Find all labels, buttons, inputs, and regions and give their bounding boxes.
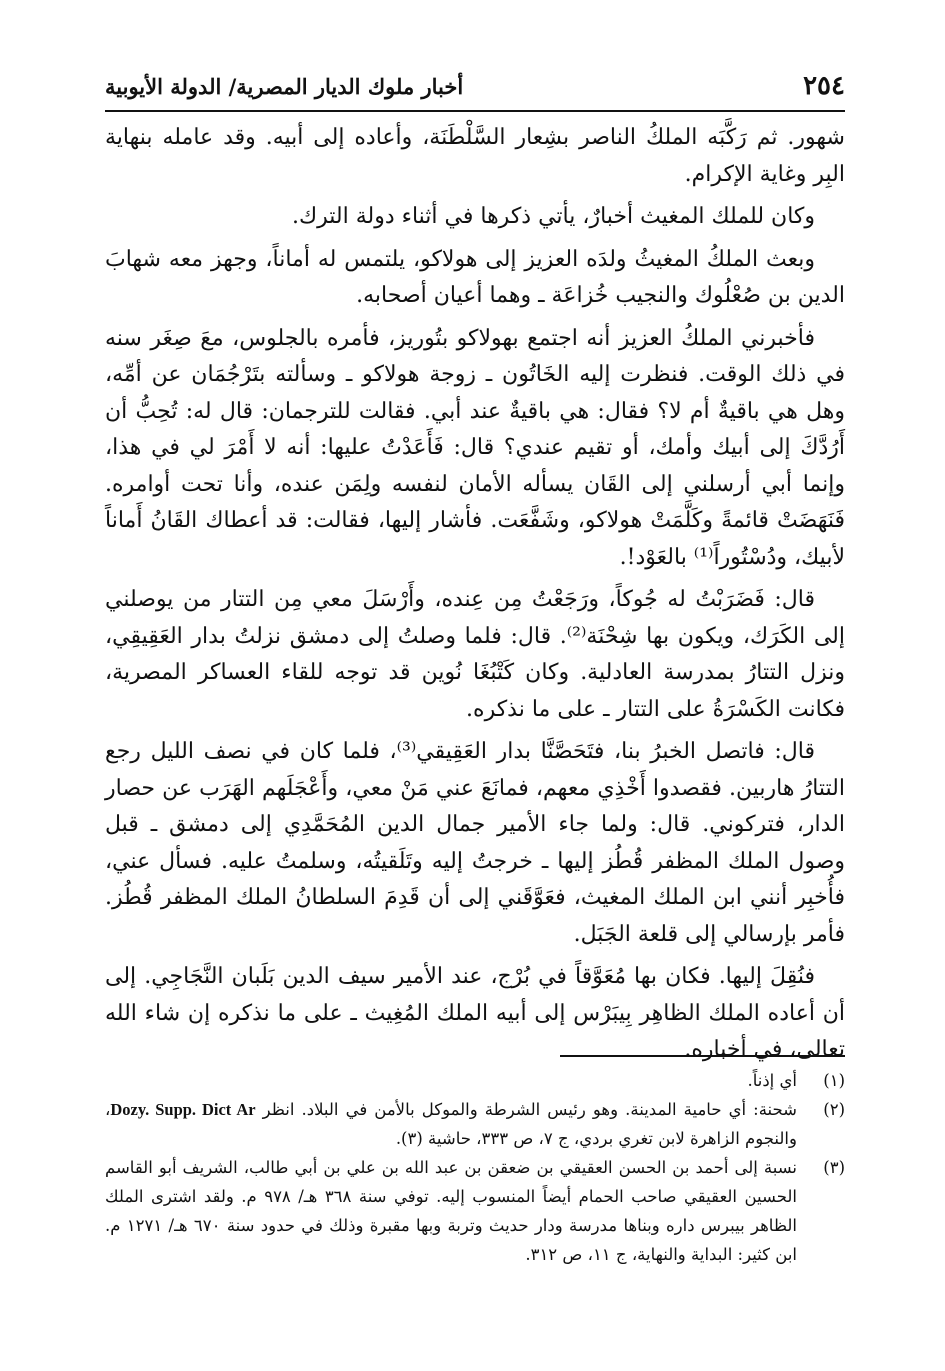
footnote xyxy=(105,1095,845,1153)
footnote-number: (٢) xyxy=(823,1100,845,1119)
footnote-number: (٣) xyxy=(823,1158,845,1177)
footnote-rule xyxy=(560,1055,845,1057)
footnote-text-part: شحنة: أي حامية المدينة. وهو رئيس الشرطة والموكل بالأمن في البلاد. انظر xyxy=(262,1100,797,1119)
page-number: ٢٥٤ xyxy=(803,71,845,101)
paragraph: قال: فَضَرَبْتُ له جُوكاً، ورَجَعْتُ مِن عِنده، وأَرْسَلَ معي مِن التتار من يوصلني إلى الكَرَك، ويكون بها شِحْنَة⁽²⁾. قال: فلما وصلتُ إلى دمشق نزلتُ بدار العَقِيقِي، ونزل التتارُ بمدرسة العادلية. وكان كَتْبُغَا نُوين قد توجه للقاء العساكر المصرية، فكانت الكَسْرَةُ على التتار ـ على ما نذكره. xyxy=(105,587,845,722)
footnote-text: أي إذناً. xyxy=(747,1071,797,1090)
page-header xyxy=(105,66,845,106)
footnotes xyxy=(105,1066,845,1269)
latin-reference: Dozy. Supp. Dict Ar xyxy=(110,1100,256,1119)
paragraph: فنُقِلَ إليها. فكان بها مُعَوَّقاً في بُرْج، عند الأمير سيف الدين بَلَبان النَّجَاجِي. إلى أن أعاده الملك الظاهِر بِيبَرْس إلى أبيه الملك المُغِيث ـ على ما نذكره إن شاء الله تعالى، في أخباره. xyxy=(105,964,845,1062)
footnote xyxy=(105,1153,845,1269)
footnote xyxy=(105,1066,845,1095)
footnote-text xyxy=(105,1095,797,1153)
paragraph: فأخبرني الملكُ العزيز أنه اجتمع بهولاكو بتُوريز، فأمره بالجلوس، معَ صِغَر سنه في ذلك الوقت. فنظرت إليه الخَاتُون ـ زوجة هولاكو ـ وسألته بتَرْجُمَان عن أمِّه، وهل هي باقيةٌ أم لا؟ فقال: هي باقيةٌ عند أبي. فقالت للترجمان: قال له: تُحِبُّ أن أَرُدَّكَ إلى أبيك وأمك، أو تقيم عندي؟ قال: فَأَعَدْتُ عليها: أنه لا أَمْرَ لي في هذا، وإنما أبي أرسلني إلى القَان يسأله الأمان لنفسه ولِمَن عنده، وأنا تحت أوامره. فَنَهَضَتْ قائمةً وكَلَّمَتْ هولاكو، وشَفَّعَت. فأشار إليها، فقالت: قد أعطاك القَانُ أَماناً لأبيك، ودُسْتُوراً⁽¹⁾ بالعَوْد!. xyxy=(105,325,845,570)
footnote-number: (١) xyxy=(823,1071,845,1090)
paragraph: شهور. ثم رَكَّبَه الملكُ الناصر بشِعار السَّلْطَنَة، وأعاده إلى أبيه. وقد عامله بنهاية البِر وغاية الإكرام. xyxy=(105,125,845,187)
main-text xyxy=(105,120,845,1075)
header-rule xyxy=(105,110,845,112)
footnote-text: نسبة إلى أحمد بن الحسن العقيقي بن ضعقن بن عبد الله بن علي بن أبي طالب، الشريف أبو القاسم الحسين العقيقي صاحب الحمام أيضاً المنسوب إليه. توفي سنة ٣٦٨ هـ/ ٩٧٨ م. ولقد اشترى الملك الظاهر بيبرس داره وبناها مدرسة ودار حديث وتربة وبها مقبرة وذلك في حدود سنة ٦٧٠ هـ/ ١٢٧١ م. ابن كثير: البداية والنهاية، ج ١١، ص ٣١٢. xyxy=(105,1158,797,1264)
paragraph: قال: فاتصل الخبرُ بنا، فتَحَصَّنَّا بدار العَقِيقي⁽³⁾، فلما كان في نصف الليل رجع التتارُ هاربين. فقصدوا أَخْذِي معهم، فمانَعَ عني مَنْ معي، وأَعْجَلَهم الهَرَب عن حصار الدار، فتركوني. قال: ولما جاء الأمير جمال الدين المُحَمَّدِي إلى دمشق ـ قبل وصول الملك المظفر قُطُز إليها ـ خرجتُ إليه وتَلَقيتُه، وسلمتُ عليه. فسأل عني، فأُخبِر أنني ابن الملك المغيث، فعَوَّقَني إلى أن قَدِمَ السلطانُ الملك المظفر قُطُز. فأمر بإرسالي إلى قلعة الجَبَل. xyxy=(105,739,845,947)
running-title: أخبار ملوك الديار المصرية/ الدولة الأيوبية xyxy=(105,73,464,99)
paragraph: وكان للملك المغيث أخبارٌ، يأتي ذكرها في أثناء دولة الترك. xyxy=(291,204,815,229)
footnote-text-part: ، والنجوم الزاهرة لابن تغري بردي، ج ٧، ص ٣٣٣، حاشية (٣). xyxy=(105,1100,797,1148)
paragraph: وبعث الملكُ المغيثُ ولدَه العزيز إلى هولاكو، يلتمس له أماناً، وجهز معه شهابَ الدين بن صُعْلُوك والنجيب خُزاعَة ـ وهما أعيان أصحابه. xyxy=(105,246,845,308)
